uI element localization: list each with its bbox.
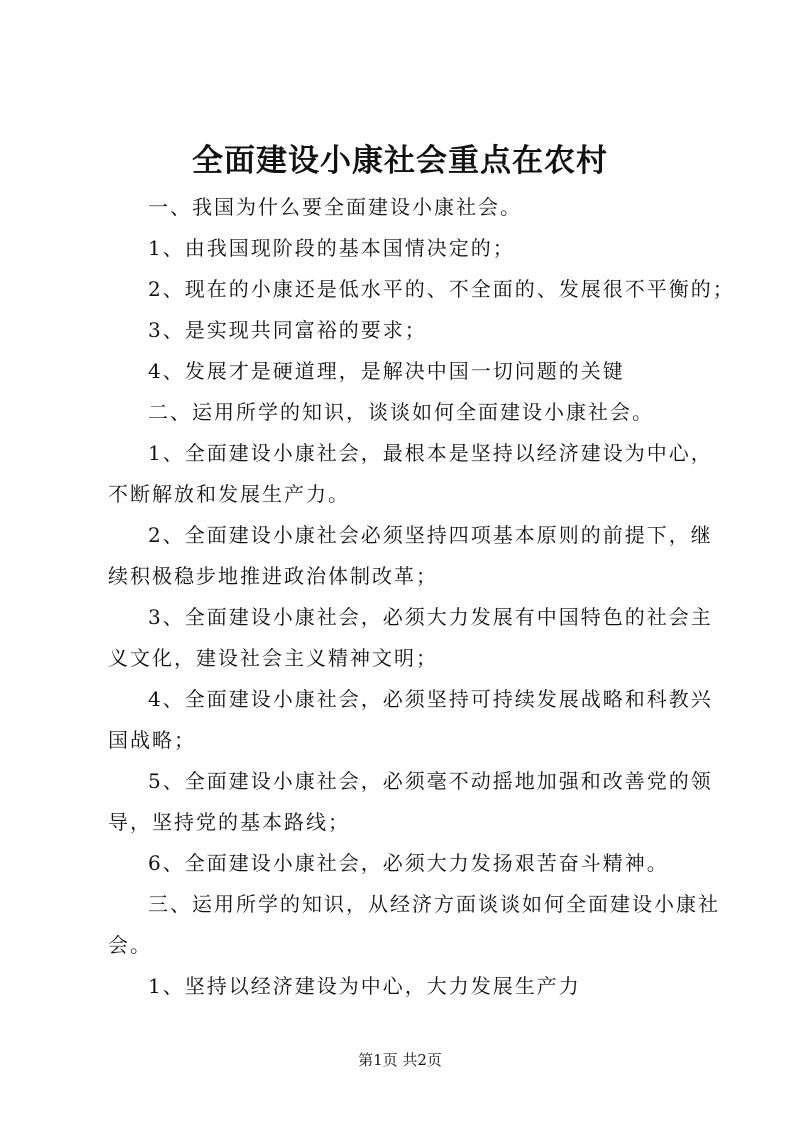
paragraph-line: 5、全面建设小康社会，必须毫不动摇地加强和改善党的领 bbox=[148, 769, 713, 793]
paragraph-line: 国战略； bbox=[108, 728, 196, 752]
paragraph-line: 导，坚持党的基本路线； bbox=[108, 810, 350, 834]
paragraph-line: 义文化，建设社会主义精神文明； bbox=[108, 646, 438, 670]
paragraph-line: 1、由我国现阶段的基本国情决定的； bbox=[148, 236, 515, 260]
page-number-label: 第1页 共2页 bbox=[358, 1051, 442, 1069]
paragraph-line: 二、运用所学的知识，谈谈如何全面建设小康社会。 bbox=[148, 400, 654, 424]
paragraph-line: 3、全面建设小康社会，必须大力发展有中国特色的社会主 bbox=[148, 605, 713, 629]
paragraph-line: 续积极稳步地推进政治体制改革； bbox=[108, 564, 438, 588]
paragraph-line: 三、运用所学的知识，从经济方面谈谈如何全面建设小康社 bbox=[148, 892, 720, 916]
paragraph-line: 3、是实现共同富裕的要求； bbox=[148, 318, 427, 342]
paragraph-line: 2、现在的小康还是低水平的、不全面的、发展很不平衡的； bbox=[148, 277, 735, 301]
page-footer bbox=[0, 1050, 800, 1070]
paragraph-line: 4、发展才是硬道理，是解决中国一切问题的关键 bbox=[148, 359, 625, 383]
paragraph-line: 6、全面建设小康社会，必须大力发扬艰苦奋斗精神。 bbox=[148, 851, 669, 875]
paragraph-line: 1、全面建设小康社会，最根本是坚持以经济建设为中心， bbox=[148, 441, 713, 465]
paragraph-line: 不断解放和发展生产力。 bbox=[108, 482, 350, 506]
paragraph-line: 2、全面建设小康社会必须坚持四项基本原则的前提下，继 bbox=[148, 523, 713, 547]
paragraph-line: 4、全面建设小康社会，必须坚持可持续发展战略和科教兴 bbox=[148, 687, 713, 711]
paragraph-line: 会。 bbox=[108, 933, 152, 957]
paragraph-line: 1、坚持以经济建设为中心，大力发展生产力 bbox=[148, 974, 581, 998]
paragraph-line: 一、我国为什么要全面建设小康社会。 bbox=[148, 195, 522, 219]
document-title: 全面建设小康社会重点在农村 bbox=[192, 143, 608, 179]
